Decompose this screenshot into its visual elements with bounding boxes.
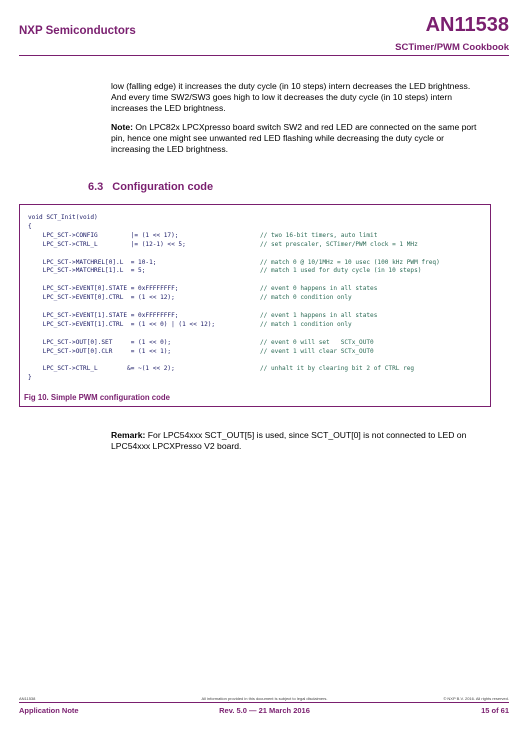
section-heading [88, 181, 213, 193]
footer-doc-id: AN11538 [19, 696, 36, 701]
code-comment: // event 0 will set SCTx_OUT0 [260, 338, 374, 346]
code-line: LPC_SCT->MATCHREL[1].L = 5; [28, 267, 146, 275]
code-comment: // match 1 condition only [260, 320, 352, 328]
footer-divider [19, 702, 509, 703]
code-comment: // two 16-bit timers, auto limit [260, 231, 378, 239]
code-line: LPC_SCT->EVENT[0].CTRL = (1 << 12); [28, 294, 175, 302]
code-comment: // set prescaler, SCTimer/PWM clock = 1 MHz [260, 240, 418, 248]
section-number: 6.3 [88, 181, 104, 193]
footer-revision: Rev. 5.0 — 21 March 2016 [219, 706, 310, 715]
code-line: } [28, 374, 32, 382]
code-comment: // event 1 happens in all states [260, 311, 378, 319]
code-comment: // unhalt it by clearing bit 2 of CTRL reg [260, 365, 415, 373]
code-line: void SCT_Init(void) [28, 214, 98, 221]
code-line: LPC_SCT->EVENT[1].STATE = 0xFFFFFFFF; [28, 311, 179, 319]
code-line: LPC_SCT->OUT[0].CLR = (1 << 1); [28, 347, 172, 355]
remark-label: Remark: [111, 430, 146, 440]
code-comment: // event 0 happens in all states [260, 285, 378, 293]
code-comment: // match 1 used for duty cycle (in 10 steps) [260, 267, 422, 275]
code-line: LPC_SCT->OUT[0].SET = (1 << 0); [28, 338, 172, 346]
figure-caption: Fig 10. Simple PWM configuration code [24, 393, 170, 402]
remark-text: For LPC54xxx SCT_OUT[5] is used, since SCT_OUT[0] is not connected to LED on LPC54xxx LPCXPresso V2 board. [111, 430, 467, 451]
code-line: { [28, 222, 32, 230]
footer-disclaimer: All information provided in this document is subject to legal disclaimers. [201, 696, 328, 701]
code-line: LPC_SCT->CTRL_L |= (12-1) << 5; [28, 240, 186, 248]
note-paragraph [111, 122, 481, 155]
code-line: LPC_SCT->MATCHREL[0].L = 10-1; [28, 258, 157, 266]
remark-paragraph [111, 430, 486, 452]
document-title: SCTimer/PWM Cookbook [395, 42, 509, 53]
body-paragraph-1: low (falling edge) it increases the duty cycle (in 10 steps) intern decreases the LED brightness. And every time SW2/SW3 goes high to low it decreases the duty cycle (in 10 steps) intern increases the LED brightness. [111, 81, 471, 113]
document-id: AN11538 [425, 14, 509, 36]
code-line: LPC_SCT->EVENT[0].STATE = 0xFFFFFFFF; [28, 285, 179, 293]
company-name: NXP Semiconductors [19, 25, 136, 37]
code-line: LPC_SCT->CONFIG |= (1 << 17); [28, 231, 179, 239]
note-text: On LPC82x LPCXpresso board switch SW2 and red LED are connected on the same port pin, hence one might see unwanted red LED flashing while decreasing the duty cycle or increasing the LED brightness. [111, 122, 477, 154]
code-line: LPC_SCT->EVENT[1].CTRL = (1 << 0) | (1 << 12); [28, 320, 216, 328]
footer-copyright: © NXP B.V. 2016. All rights reserved. [443, 696, 509, 701]
note-label: Note: [111, 122, 133, 132]
code-comment: // event 1 will clear SCTx_OUT0 [260, 347, 374, 355]
footer-doc-type: Application Note [19, 706, 79, 715]
code-comment: // match 0 condition only [260, 294, 352, 302]
code-comment: // match 0 @ 10/1MHz = 10 usec (100 kHz PWM freq) [260, 258, 440, 266]
code-line: LPC_SCT->CTRL_L &= ~(1 << 2); [28, 365, 175, 373]
header-divider [19, 55, 509, 56]
section-title: Configuration code [112, 181, 214, 193]
footer-page-number: 15 of 61 [481, 706, 509, 715]
